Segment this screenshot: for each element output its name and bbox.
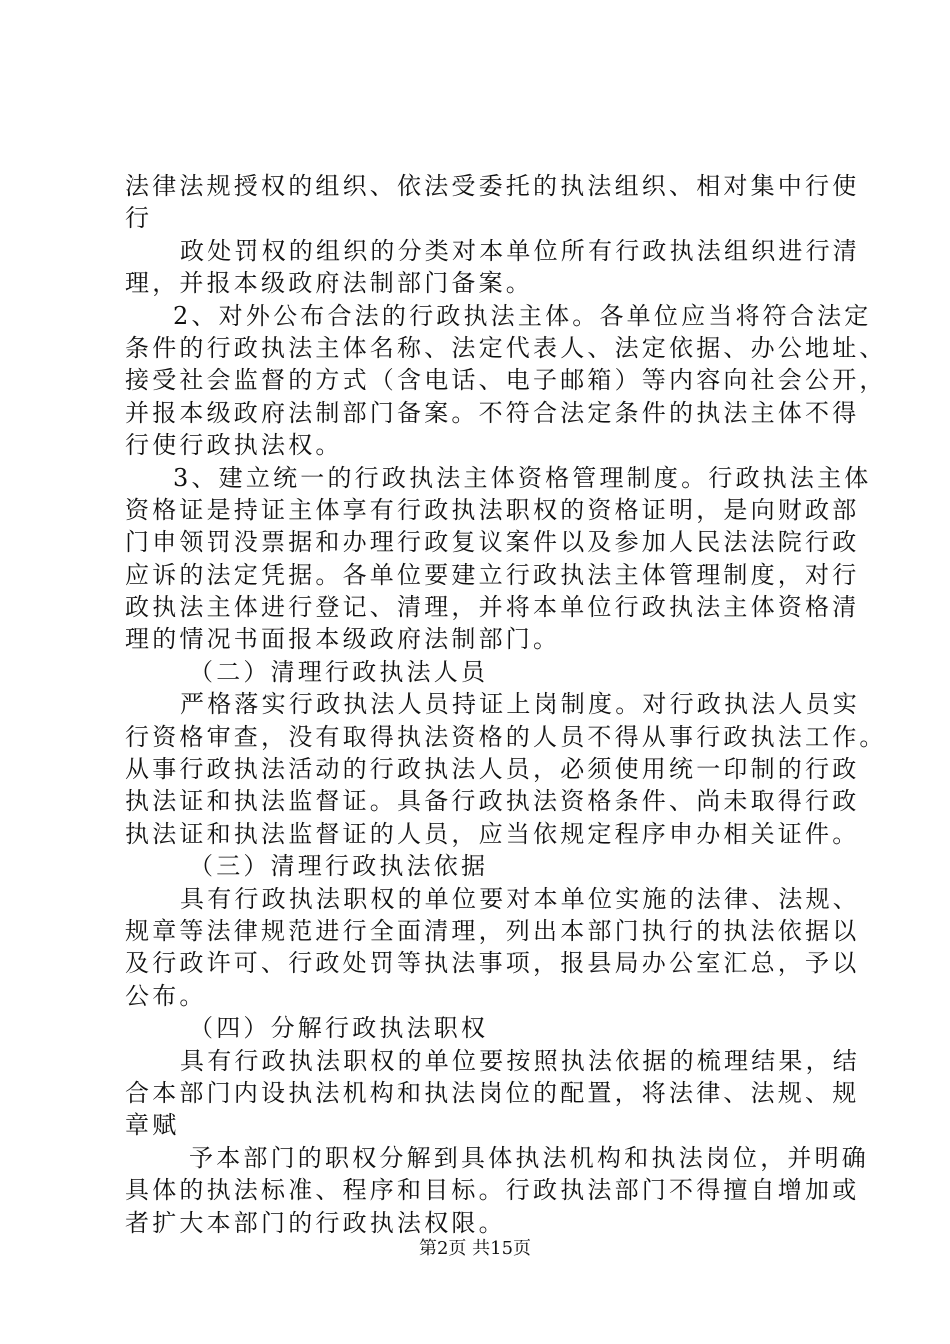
text-line: 者扩大本部门的行政执法权限。: [125, 1208, 506, 1237]
text-line: 门申领罚没票据和办理行政复议案件以及参加人民法法院行政: [125, 528, 860, 557]
text-line: 从事行政执法活动的行政执法人员，必须使用统一印制的行政: [125, 755, 860, 784]
text-line: 具有行政执法职权的单位要按照执法依据的梳理结果，结: [180, 1046, 860, 1075]
text-line: 予本部门的职权分解到具体执法机构和执法岗位，并明确: [189, 1143, 869, 1172]
text-line: 政处罚权的组织的分类对本单位所有行政执法组织进行清: [180, 236, 860, 265]
text-line: 条件的行政执法主体名称、法定代表人、法定依据、办公地址、: [125, 333, 887, 362]
text-line: 章赋: [125, 1111, 180, 1140]
text-line: 资格证是持证主体享有行政执法职权的资格证明，是向财政部: [125, 495, 860, 524]
text-line: 法律法规授权的组织、依法受委托的执法组织、相对集中行使: [125, 172, 860, 200]
text-line: 3、建立统一的行政执法主体资格管理制度。行政执法主体: [173, 463, 872, 492]
text-line: 接受社会监督的方式（含电话、电子邮箱）等内容向社会公开，: [125, 366, 887, 395]
text-line: 并报本级政府法制部门备案。不符合法定条件的执法主体不得: [125, 398, 860, 427]
text-line: 及行政许可、行政处罚等执法事项，报县局办公室汇总，予以: [125, 949, 860, 978]
text-line: 2、对外公布合法的行政执法主体。各单位应当将符合法定: [173, 301, 872, 330]
text-line: 严格落实行政执法人员持证上岗制度。对行政执法人员实: [180, 690, 860, 719]
text-line: 政执法主体进行登记、清理，并将本单位行政执法主体资格清: [125, 593, 860, 622]
text-line: 应诉的法定凭据。各单位要建立行政执法主体管理制度，对行: [125, 560, 860, 589]
text-line: 合本部门内设执法机构和执法岗位的配置，将法律、法规、规: [125, 1078, 860, 1107]
text-line: 规章等法律规范进行全面清理，列出本部门执行的执法依据以: [125, 916, 860, 945]
text-line: 行使行政执法权。: [125, 431, 343, 460]
text-line: 具体的执法标准、程序和目标。行政执法部门不得擅自增加或: [125, 1176, 860, 1205]
text-line: 行资格审查，没有取得执法资格的人员不得从事行政执法工作。: [125, 722, 887, 751]
section-heading: （三）清理行政执法依据: [189, 852, 489, 881]
text-line: 执法证和执法监督证的人员，应当依规定程序申办相关证件。: [125, 819, 860, 848]
text-line: 行: [125, 204, 153, 233]
section-heading: （二）清理行政执法人员: [189, 657, 489, 686]
text-line: 执法证和执法监督证。具备行政执法资格条件、尚未取得行政: [125, 787, 860, 816]
text-line: 理，并报本级政府法制部门备案。: [125, 269, 533, 298]
page-indicator: 第2页 共15页: [418, 1238, 532, 1259]
text-line: 公布。: [125, 981, 207, 1010]
section-heading: （四）分解行政执法职权: [189, 1014, 489, 1043]
text-line: 具有行政执法职权的单位要对本单位实施的法律、法规、: [180, 884, 860, 913]
text-line: 理的情况书面报本级政府法制部门。: [125, 625, 561, 654]
document-body: [125, 170, 887, 1239]
